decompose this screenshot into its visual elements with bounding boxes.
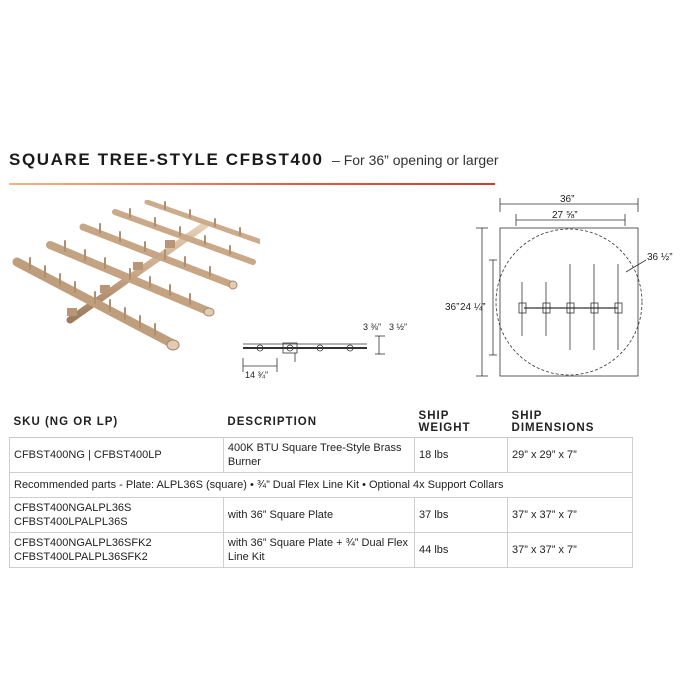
spec-table: [9, 408, 633, 568]
plan-view-drawing: [440, 190, 685, 385]
table-row: [10, 438, 633, 473]
row3-dims: 37” x 37” x 7”: [508, 533, 633, 568]
row3-description-line2: Line Kit: [227, 551, 265, 563]
side-length: 14 ¾”: [245, 370, 269, 380]
row1-description: 400K BTU Square Tree-Style Brass Burner: [223, 438, 414, 473]
burner-photo: [5, 200, 260, 400]
table-header-row: [10, 408, 633, 438]
plan-width-outer: 36”: [560, 194, 575, 205]
row3-description: [223, 533, 414, 568]
row3-weight: 44 lbs: [415, 533, 508, 568]
row2-sku-lp: CFBST400LPALPL36S: [14, 516, 128, 528]
header-description: DESCRIPTION: [223, 408, 414, 438]
side-height-b: 3 ½”: [389, 322, 408, 332]
recommended-parts: Recommended parts - Plate: ALPL36S (square) • ¾” Dual Flex Line Kit • Optional 4x Support Collars: [10, 473, 633, 498]
row2-weight: 37 lbs: [415, 498, 508, 533]
side-view-drawing: [235, 310, 410, 380]
table-row: [10, 498, 633, 533]
title-rule: [9, 183, 495, 185]
row1-sku: CFBST400NG | CFBST400LP: [10, 438, 224, 473]
header-ship-weight: SHIP WEIGHT: [415, 408, 508, 438]
plan-circle: 36 ½”: [647, 252, 673, 263]
product-title: SQUARE TREE-STYLE CFBST400: [9, 150, 324, 169]
table-row: [10, 533, 633, 568]
plan-height-outer: 36”: [445, 302, 460, 313]
row3-description-line1: with 36” Square Plate + ¾” Dual Flex: [227, 537, 408, 549]
header-ship-dimensions: SHIP DIMENSIONS: [508, 408, 633, 438]
row2-dims: 37” x 37” x 7”: [508, 498, 633, 533]
recommended-row: [10, 473, 633, 498]
row2-description: with 36” Square Plate: [223, 498, 414, 533]
row2-sku-ng: CFBST400NGALPL36S: [14, 502, 132, 514]
side-height-a: 3 ⅜”: [363, 322, 382, 332]
row3-sku: [10, 533, 224, 568]
row1-dims: 29” x 29” x 7”: [508, 438, 633, 473]
page-title: [9, 150, 499, 170]
row3-sku-lp: CFBST400LPALPL36SFK2: [14, 551, 148, 563]
product-subtitle: – For 36” opening or larger: [332, 152, 499, 168]
header-sku: SKU (NG OR LP): [10, 408, 224, 438]
row1-weight: 18 lbs: [415, 438, 508, 473]
plan-height-inner: 24 ¼”: [460, 302, 486, 313]
plan-width-inner: 27 ⅝”: [552, 210, 578, 221]
row2-sku: [10, 498, 224, 533]
row3-sku-ng: CFBST400NGALPL36SFK2: [14, 537, 152, 549]
